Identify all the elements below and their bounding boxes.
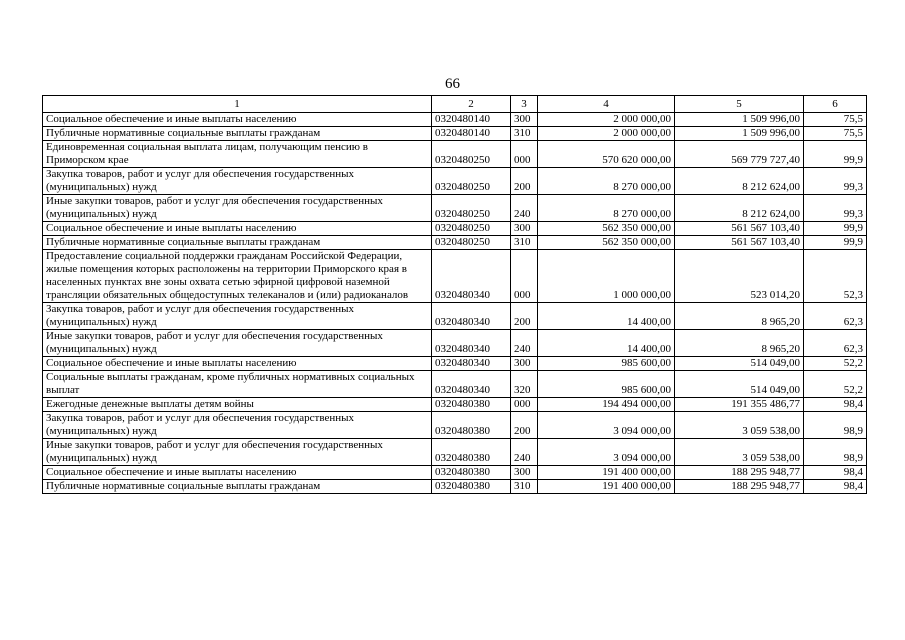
- table-row: [43, 371, 867, 398]
- row-planned-amount-cell: 985 600,00: [538, 371, 675, 398]
- row-actual-amount-cell: 1 509 996,00: [675, 127, 804, 141]
- row-name-cell: Социальное обеспечение и иные выплаты населению: [43, 466, 432, 480]
- row-expense-type-cell: 320: [511, 371, 538, 398]
- row-planned-amount-cell: 3 094 000,00: [538, 412, 675, 439]
- column-header: 5: [675, 96, 804, 113]
- row-percent-cell: 98,4: [804, 480, 867, 494]
- row-name-cell: Социальное обеспечение и иные выплаты населению: [43, 222, 432, 236]
- row-actual-amount-cell: 561 567 103,40: [675, 236, 804, 250]
- table-row: [43, 127, 867, 141]
- column-header: 4: [538, 96, 675, 113]
- page-number: 66: [445, 76, 460, 92]
- row-expense-type-cell: 310: [511, 480, 538, 494]
- row-code-cell: 0320480140: [432, 127, 511, 141]
- table-row: [43, 195, 867, 222]
- row-percent-cell: 99,9: [804, 222, 867, 236]
- table-row: [43, 250, 867, 303]
- row-planned-amount-cell: 3 094 000,00: [538, 439, 675, 466]
- row-name-cell: Ежегодные денежные выплаты детям войны: [43, 398, 432, 412]
- row-name-cell: Закупка товаров, работ и услуг для обеспечения государственных (муниципальных) нужд: [43, 412, 432, 439]
- row-name-cell: Публичные нормативные социальные выплаты гражданам: [43, 480, 432, 494]
- row-percent-cell: 98,9: [804, 412, 867, 439]
- row-percent-cell: 98,4: [804, 398, 867, 412]
- row-code-cell: 0320480250: [432, 222, 511, 236]
- row-percent-cell: 52,2: [804, 357, 867, 371]
- row-actual-amount-cell: 569 779 727,40: [675, 141, 804, 168]
- row-planned-amount-cell: 985 600,00: [538, 357, 675, 371]
- row-name-cell: Публичные нормативные социальные выплаты гражданам: [43, 127, 432, 141]
- row-percent-cell: 99,9: [804, 141, 867, 168]
- row-name-cell: Иные закупки товаров, работ и услуг для обеспечения государственных (муниципальных) нужд: [43, 330, 432, 357]
- row-code-cell: 0320480380: [432, 412, 511, 439]
- row-expense-type-cell: 000: [511, 141, 538, 168]
- row-expense-type-cell: 200: [511, 168, 538, 195]
- row-expense-type-cell: 300: [511, 113, 538, 127]
- row-expense-type-cell: 240: [511, 439, 538, 466]
- row-expense-type-cell: 310: [511, 236, 538, 250]
- row-expense-type-cell: 240: [511, 195, 538, 222]
- row-code-cell: 0320480380: [432, 466, 511, 480]
- table-row: [43, 168, 867, 195]
- row-planned-amount-cell: 2 000 000,00: [538, 127, 675, 141]
- table-row: [43, 330, 867, 357]
- row-percent-cell: 62,3: [804, 330, 867, 357]
- row-code-cell: 0320480380: [432, 439, 511, 466]
- table-row: [43, 303, 867, 330]
- row-actual-amount-cell: 514 049,00: [675, 371, 804, 398]
- row-code-cell: 0320480380: [432, 398, 511, 412]
- row-expense-type-cell: 300: [511, 222, 538, 236]
- table-row: [43, 141, 867, 168]
- row-actual-amount-cell: 191 355 486,77: [675, 398, 804, 412]
- row-code-cell: 0320480340: [432, 250, 511, 303]
- row-name-cell: Социальные выплаты гражданам, кроме публичных нормативных социальных выплат: [43, 371, 432, 398]
- row-code-cell: 0320480250: [432, 168, 511, 195]
- row-expense-type-cell: 000: [511, 250, 538, 303]
- table-row: [43, 357, 867, 371]
- row-code-cell: 0320480250: [432, 141, 511, 168]
- row-actual-amount-cell: 3 059 538,00: [675, 412, 804, 439]
- row-actual-amount-cell: 188 295 948,77: [675, 466, 804, 480]
- row-code-cell: 0320480340: [432, 357, 511, 371]
- row-actual-amount-cell: 188 295 948,77: [675, 480, 804, 494]
- row-percent-cell: 75,5: [804, 113, 867, 127]
- table-row: [43, 236, 867, 250]
- row-planned-amount-cell: 191 400 000,00: [538, 480, 675, 494]
- row-percent-cell: 62,3: [804, 303, 867, 330]
- row-actual-amount-cell: 523 014,20: [675, 250, 804, 303]
- row-name-cell: Закупка товаров, работ и услуг для обеспечения государственных (муниципальных) нужд: [43, 168, 432, 195]
- row-actual-amount-cell: 8 212 624,00: [675, 195, 804, 222]
- row-percent-cell: 52,3: [804, 250, 867, 303]
- row-code-cell: 0320480340: [432, 303, 511, 330]
- row-expense-type-cell: 200: [511, 412, 538, 439]
- row-name-cell: Единовременная социальная выплата лицам, получающим пенсию в Приморском крае: [43, 141, 432, 168]
- row-name-cell: Социальное обеспечение и иные выплаты населению: [43, 113, 432, 127]
- row-percent-cell: 99,3: [804, 168, 867, 195]
- row-actual-amount-cell: 514 049,00: [675, 357, 804, 371]
- row-planned-amount-cell: 562 350 000,00: [538, 236, 675, 250]
- row-percent-cell: 98,9: [804, 439, 867, 466]
- row-code-cell: 0320480380: [432, 480, 511, 494]
- row-code-cell: 0320480340: [432, 371, 511, 398]
- column-header: 3: [511, 96, 538, 113]
- header-row: [43, 96, 867, 113]
- table-row: [43, 113, 867, 127]
- column-header: 2: [432, 96, 511, 113]
- row-percent-cell: 75,5: [804, 127, 867, 141]
- row-planned-amount-cell: 8 270 000,00: [538, 195, 675, 222]
- row-code-cell: 0320480140: [432, 113, 511, 127]
- row-expense-type-cell: 200: [511, 303, 538, 330]
- row-actual-amount-cell: 8 965,20: [675, 303, 804, 330]
- row-planned-amount-cell: 562 350 000,00: [538, 222, 675, 236]
- row-planned-amount-cell: 8 270 000,00: [538, 168, 675, 195]
- row-actual-amount-cell: 8 212 624,00: [675, 168, 804, 195]
- row-name-cell: Закупка товаров, работ и услуг для обеспечения государственных (муниципальных) нужд: [43, 303, 432, 330]
- row-percent-cell: 99,9: [804, 236, 867, 250]
- row-percent-cell: 52,2: [804, 371, 867, 398]
- column-header: 6: [804, 96, 867, 113]
- row-planned-amount-cell: 2 000 000,00: [538, 113, 675, 127]
- table-row: [43, 398, 867, 412]
- row-name-cell: Иные закупки товаров, работ и услуг для обеспечения государственных (муниципальных) нужд: [43, 195, 432, 222]
- table-row: [43, 439, 867, 466]
- row-expense-type-cell: 000: [511, 398, 538, 412]
- row-code-cell: 0320480250: [432, 236, 511, 250]
- row-expense-type-cell: 310: [511, 127, 538, 141]
- table-row: [43, 412, 867, 439]
- budget-table: [42, 95, 867, 494]
- row-planned-amount-cell: 14 400,00: [538, 330, 675, 357]
- row-actual-amount-cell: 1 509 996,00: [675, 113, 804, 127]
- row-name-cell: Публичные нормативные социальные выплаты гражданам: [43, 236, 432, 250]
- row-name-cell: Социальное обеспечение и иные выплаты населению: [43, 357, 432, 371]
- row-actual-amount-cell: 3 059 538,00: [675, 439, 804, 466]
- table-row: [43, 222, 867, 236]
- row-expense-type-cell: 300: [511, 357, 538, 371]
- row-name-cell: Иные закупки товаров, работ и услуг для обеспечения государственных (муниципальных) нужд: [43, 439, 432, 466]
- row-percent-cell: 99,3: [804, 195, 867, 222]
- row-code-cell: 0320480340: [432, 330, 511, 357]
- row-code-cell: 0320480250: [432, 195, 511, 222]
- row-actual-amount-cell: 561 567 103,40: [675, 222, 804, 236]
- row-planned-amount-cell: 194 494 000,00: [538, 398, 675, 412]
- row-planned-amount-cell: 191 400 000,00: [538, 466, 675, 480]
- row-expense-type-cell: 240: [511, 330, 538, 357]
- table-row: [43, 480, 867, 494]
- row-planned-amount-cell: 14 400,00: [538, 303, 675, 330]
- row-percent-cell: 98,4: [804, 466, 867, 480]
- row-expense-type-cell: 300: [511, 466, 538, 480]
- row-planned-amount-cell: 570 620 000,00: [538, 141, 675, 168]
- row-planned-amount-cell: 1 000 000,00: [538, 250, 675, 303]
- table-row: [43, 466, 867, 480]
- row-actual-amount-cell: 8 965,20: [675, 330, 804, 357]
- column-header: 1: [43, 96, 432, 113]
- row-name-cell: Предоставление социальной поддержки гражданам Российской Федерации, жилые помещения которых расположены на территории Приморского края в населенных пунктах вне зоны охвата сетью эфирной цифровой наземной трансляции обязательных общедоступных телеканалов и (или) радиоканалов: [43, 250, 432, 303]
